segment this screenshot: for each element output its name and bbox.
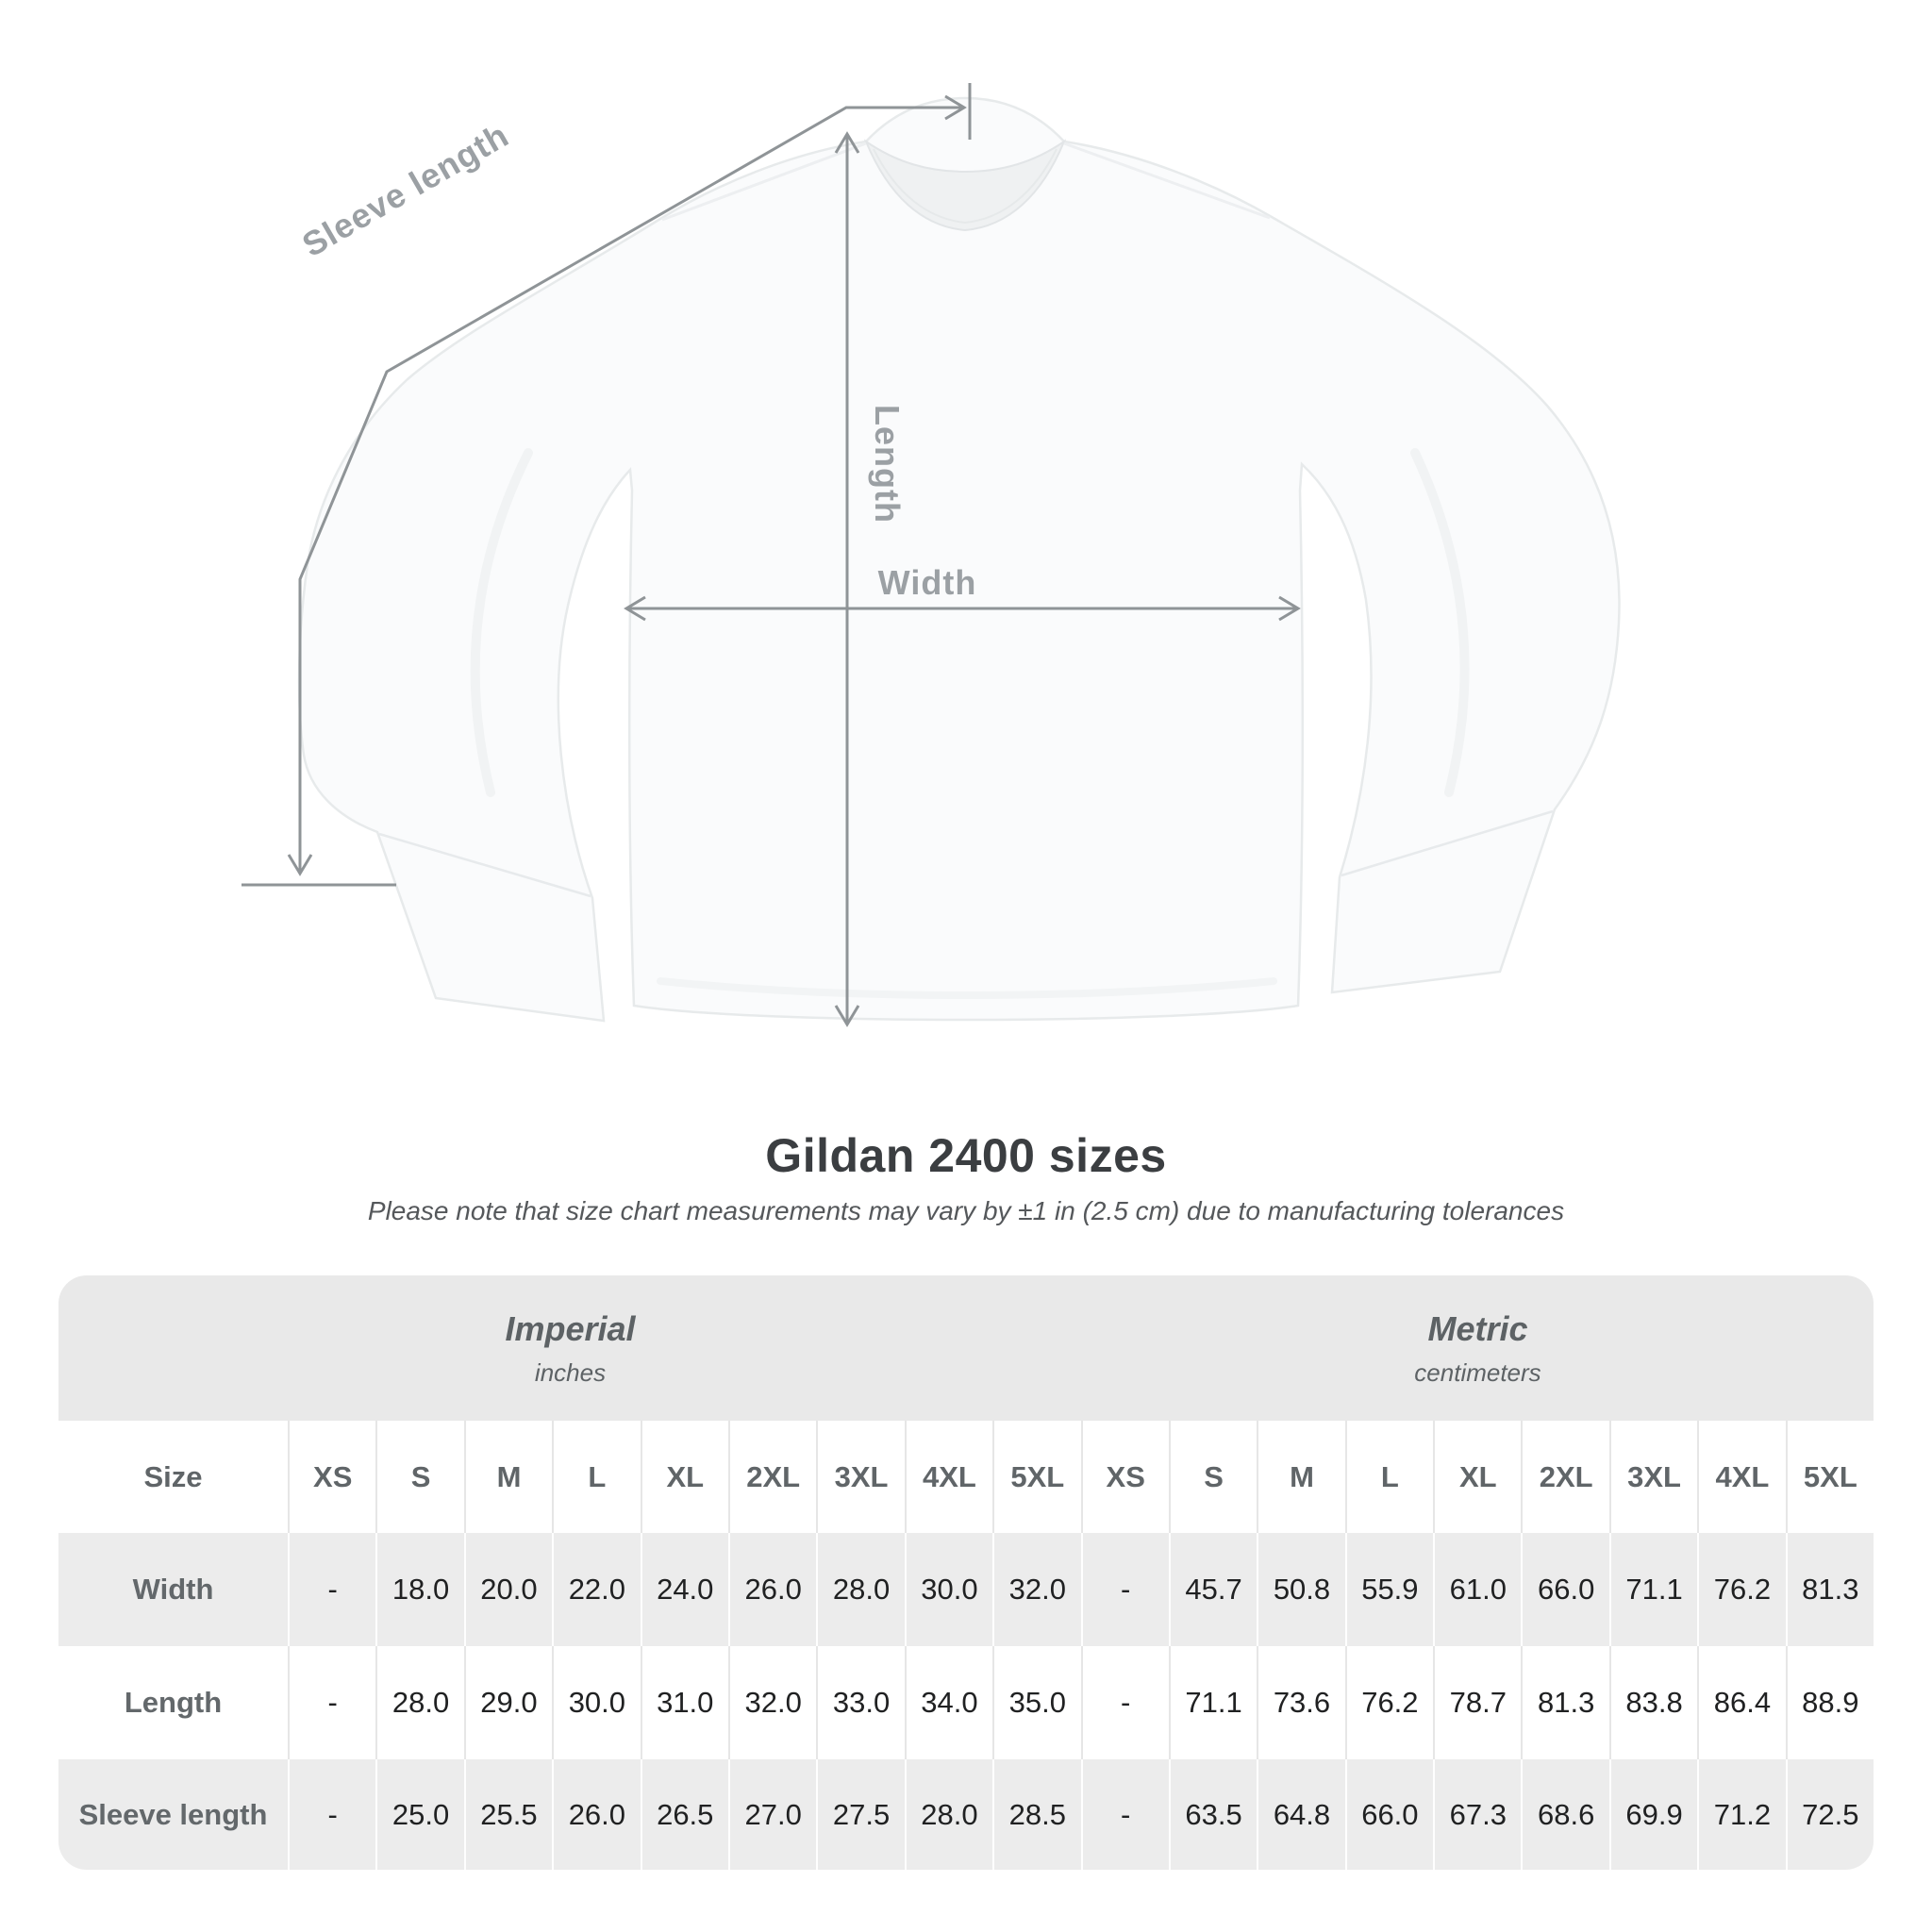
value-cell: 34.0 (905, 1646, 992, 1759)
value-cell: 27.5 (816, 1759, 904, 1870)
value-cell: 28.0 (375, 1646, 463, 1759)
size-col-header: 2XL (1521, 1421, 1608, 1533)
value-cell: 63.5 (1169, 1759, 1257, 1870)
value-cell: - (288, 1533, 375, 1646)
title-block (0, 1128, 1932, 1226)
size-col-header: 3XL (816, 1421, 904, 1533)
value-cell: 81.3 (1521, 1646, 1608, 1759)
size-chart-table (58, 1275, 1874, 1870)
value-cell: 29.0 (464, 1646, 552, 1759)
value-cell: 28.0 (905, 1759, 992, 1870)
size-col-header: 5XL (992, 1421, 1080, 1533)
size-col-header: L (1345, 1421, 1433, 1533)
value-cell: 86.4 (1697, 1646, 1785, 1759)
row-label: Width (132, 1573, 214, 1606)
size-col-header: M (464, 1421, 552, 1533)
value-cell: 28.0 (816, 1533, 904, 1646)
imperial-label: Imperial (505, 1308, 636, 1348)
size-col-header: M (1257, 1421, 1344, 1533)
value-cell: 78.7 (1433, 1646, 1521, 1759)
value-cell: 69.9 (1609, 1759, 1697, 1870)
value-cell: 88.9 (1786, 1646, 1874, 1759)
value-cell: 18.0 (375, 1533, 463, 1646)
value-cell: - (1081, 1533, 1169, 1646)
value-cell: 31.0 (641, 1646, 728, 1759)
value-cell: 26.5 (641, 1759, 728, 1870)
shirt-graphic (299, 98, 1619, 1021)
value-cell: 81.3 (1786, 1533, 1874, 1646)
size-header-row (58, 1421, 1874, 1533)
size-col-header: S (375, 1421, 463, 1533)
value-cell: 55.9 (1345, 1533, 1433, 1646)
page-title: Gildan 2400 sizes (765, 1129, 1167, 1182)
metric-label: Metric (1427, 1308, 1528, 1348)
value-cell: 20.0 (464, 1533, 552, 1646)
value-cell: 76.2 (1697, 1533, 1785, 1646)
table-row-length (58, 1646, 1874, 1759)
length-label: Length (868, 405, 907, 524)
value-cell: - (288, 1759, 375, 1870)
row-label: Length (124, 1686, 223, 1719)
metric-sublabel: centimeters (1414, 1357, 1541, 1387)
value-cell: 61.0 (1433, 1533, 1521, 1646)
value-cell: 72.5 (1786, 1759, 1874, 1870)
value-cell: 71.1 (1609, 1533, 1697, 1646)
value-cell: 68.6 (1521, 1759, 1608, 1870)
page-subtitle: Please note that size chart measurements may vary by ±1 in (2.5 cm) due to manufacturing tolerances (367, 1196, 1565, 1225)
value-cell: 25.0 (375, 1759, 463, 1870)
size-col-header: L (552, 1421, 640, 1533)
value-cell: 76.2 (1345, 1646, 1433, 1759)
value-cell: 71.2 (1697, 1759, 1785, 1870)
value-cell: 30.0 (905, 1533, 992, 1646)
size-col-header: 5XL (1786, 1421, 1874, 1533)
value-cell: - (1081, 1759, 1169, 1870)
value-cell: 26.0 (552, 1759, 640, 1870)
size-col-header: XS (288, 1421, 375, 1533)
size-col-header: XL (641, 1421, 728, 1533)
value-cell: 66.0 (1521, 1533, 1608, 1646)
value-cell: - (288, 1646, 375, 1759)
size-col-header: S (1169, 1421, 1257, 1533)
value-cell: 32.0 (992, 1533, 1080, 1646)
unit-band (58, 1275, 1874, 1421)
shirt-body (299, 98, 1619, 1021)
value-cell: 35.0 (992, 1646, 1080, 1759)
value-cell: 83.8 (1609, 1646, 1697, 1759)
value-cell: 73.6 (1257, 1646, 1344, 1759)
value-cell: 71.1 (1169, 1646, 1257, 1759)
table-row-width (58, 1533, 1874, 1646)
value-cell: 50.8 (1257, 1533, 1344, 1646)
sleeve-length-label: Sleeve length (295, 115, 516, 265)
value-cell: 66.0 (1345, 1759, 1433, 1870)
value-cell: 25.5 (464, 1759, 552, 1870)
value-cell: 45.7 (1169, 1533, 1257, 1646)
unit-group-metric (1082, 1275, 1874, 1421)
value-cell: 33.0 (816, 1646, 904, 1759)
size-col-header: 4XL (905, 1421, 992, 1533)
size-col-header: XS (1081, 1421, 1169, 1533)
size-header-label: Size (143, 1459, 203, 1493)
value-cell: 27.0 (728, 1759, 816, 1870)
size-col-header: 2XL (728, 1421, 816, 1533)
value-cell: 26.0 (728, 1533, 816, 1646)
size-col-header: 4XL (1697, 1421, 1785, 1533)
value-cell: 28.5 (992, 1759, 1080, 1870)
row-label: Sleeve length (78, 1797, 268, 1831)
unit-group-imperial (58, 1275, 1082, 1421)
size-col-header: 3XL (1609, 1421, 1697, 1533)
value-cell: 64.8 (1257, 1759, 1344, 1870)
value-cell: 24.0 (641, 1533, 728, 1646)
value-cell: 30.0 (552, 1646, 640, 1759)
value-cell: 67.3 (1433, 1759, 1521, 1870)
imperial-sublabel: inches (534, 1357, 607, 1387)
width-label: Width (877, 563, 977, 602)
value-cell: 22.0 (552, 1533, 640, 1646)
table-row-sleeve-length (58, 1759, 1874, 1870)
size-col-header: XL (1433, 1421, 1521, 1533)
value-cell: 32.0 (728, 1646, 816, 1759)
value-cell: - (1081, 1646, 1169, 1759)
